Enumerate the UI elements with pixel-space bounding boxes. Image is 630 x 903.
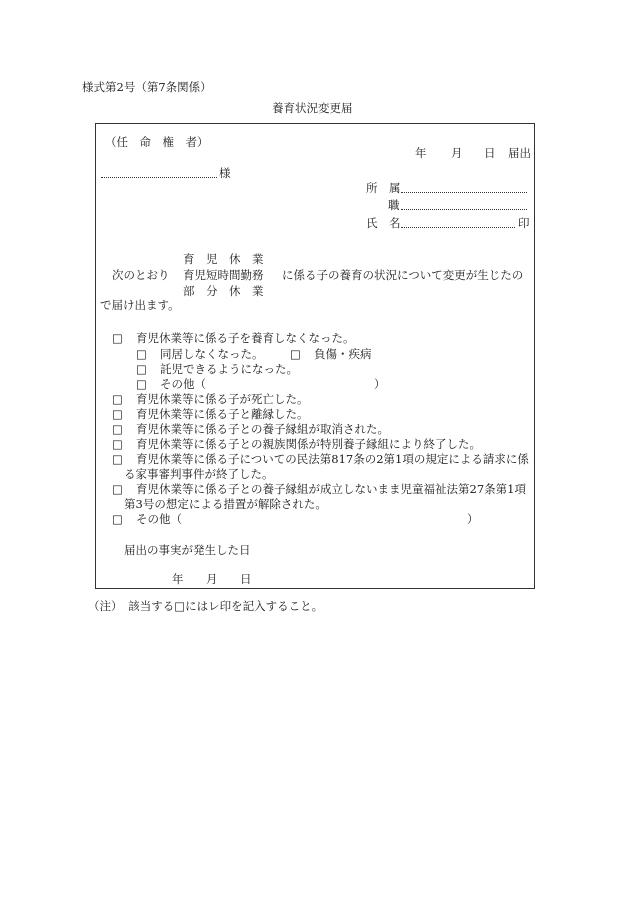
item-child-welfare-cont: 第3号の想定による措置が解除された。 <box>124 497 327 511</box>
checkbox-injury[interactable]: □ <box>290 347 301 361</box>
item-no-longer-raising: 育児休業等に係る子を養育しなくなった。 <box>136 331 355 345</box>
item-special-adoption: 育児休業等に係る子との親族関係が特別養子縁組により終了した。 <box>136 437 481 451</box>
item-other: その他（ <box>136 512 182 526</box>
affiliation-field[interactable] <box>401 181 527 196</box>
close-paren-other: ） <box>467 512 479 526</box>
checkbox-dissolution[interactable]: □ <box>112 407 123 421</box>
item-no-cohabit: 同居しなくなった。 <box>160 347 264 361</box>
item-death: 育児休業等に係る子が死亡した。 <box>136 392 309 406</box>
checkbox-daycare[interactable]: □ <box>136 362 147 376</box>
checkbox-no-longer-raising[interactable]: □ <box>112 331 123 345</box>
close-paren-sub: ） <box>374 377 386 391</box>
name-field[interactable] <box>401 216 515 231</box>
checkbox-child-welfare[interactable]: □ <box>112 482 123 496</box>
checkbox-other[interactable]: □ <box>112 512 123 526</box>
fact-date-year: 年 <box>172 572 184 586</box>
item-child-welfare: 育児休業等に係る子との養子縁組が成立しないまま児童福祉法第27条第1項 <box>136 482 526 496</box>
date-year: 年 <box>415 146 427 160</box>
addressee-name-field[interactable] <box>101 166 217 181</box>
item-adoption-cancelled: 育児休業等に係る子との養子縁組が取消された。 <box>136 422 389 436</box>
item-dissolution: 育児休業等に係る子と離縁した。 <box>136 407 309 421</box>
checkbox-other-sub[interactable]: □ <box>136 377 147 391</box>
addressee-label: （任 命 権 者） <box>105 135 209 149</box>
checkbox-civil-code[interactable]: □ <box>112 452 123 466</box>
date-day: 日 <box>484 146 496 160</box>
form-title: 養育状況変更届 <box>272 101 353 115</box>
item-daycare: 託児できるようになった。 <box>160 362 298 376</box>
item-civil-code: 育児休業等に係る子についての民法第817条の2第1項の規定による請求に係 <box>136 452 529 466</box>
intro-option-partial-leave: 部 分 休 業 <box>183 284 264 298</box>
intro-middle: に係る子の養育の状況について変更が生じたの <box>282 268 524 282</box>
fact-date-day: 日 <box>240 572 252 586</box>
checkbox-special-adoption[interactable]: □ <box>112 437 123 451</box>
item-injury: 負傷・疾病 <box>314 347 372 361</box>
fact-date-month: 月 <box>206 572 218 586</box>
fact-date-label: 届出の事実が発生した日 <box>124 543 251 557</box>
seal-label: 印 <box>518 216 530 230</box>
form-number: 様式第2号（第7条関係） <box>82 80 212 94</box>
checkbox-no-cohabit[interactable]: □ <box>136 347 147 361</box>
intro-option-childcare-leave: 育 児 休 業 <box>183 252 264 266</box>
position-label: 職 <box>388 198 400 212</box>
checkbox-adoption-cancelled[interactable]: □ <box>112 422 123 436</box>
item-civil-code-cont: る家事審判事件が終了した。 <box>124 467 274 481</box>
affiliation-label: 所 属 <box>366 181 401 195</box>
checkbox-death[interactable]: □ <box>112 392 123 406</box>
intro-option-short-hours: 育児短時間勤務 <box>183 268 264 282</box>
intro-end: で届け出ます。 <box>100 298 180 312</box>
intro-prefix: 次のとおり <box>112 268 170 282</box>
position-field[interactable] <box>401 198 527 213</box>
addressee-honorific: 様 <box>219 166 231 180</box>
footnote: （注） 該当する□にはレ印を記入すること。 <box>88 599 324 613</box>
date-month: 月 <box>451 146 463 160</box>
date-suffix: 届出 <box>508 146 531 160</box>
item-other-sub: その他（ <box>160 377 206 391</box>
name-label: 氏 名 <box>366 216 401 230</box>
